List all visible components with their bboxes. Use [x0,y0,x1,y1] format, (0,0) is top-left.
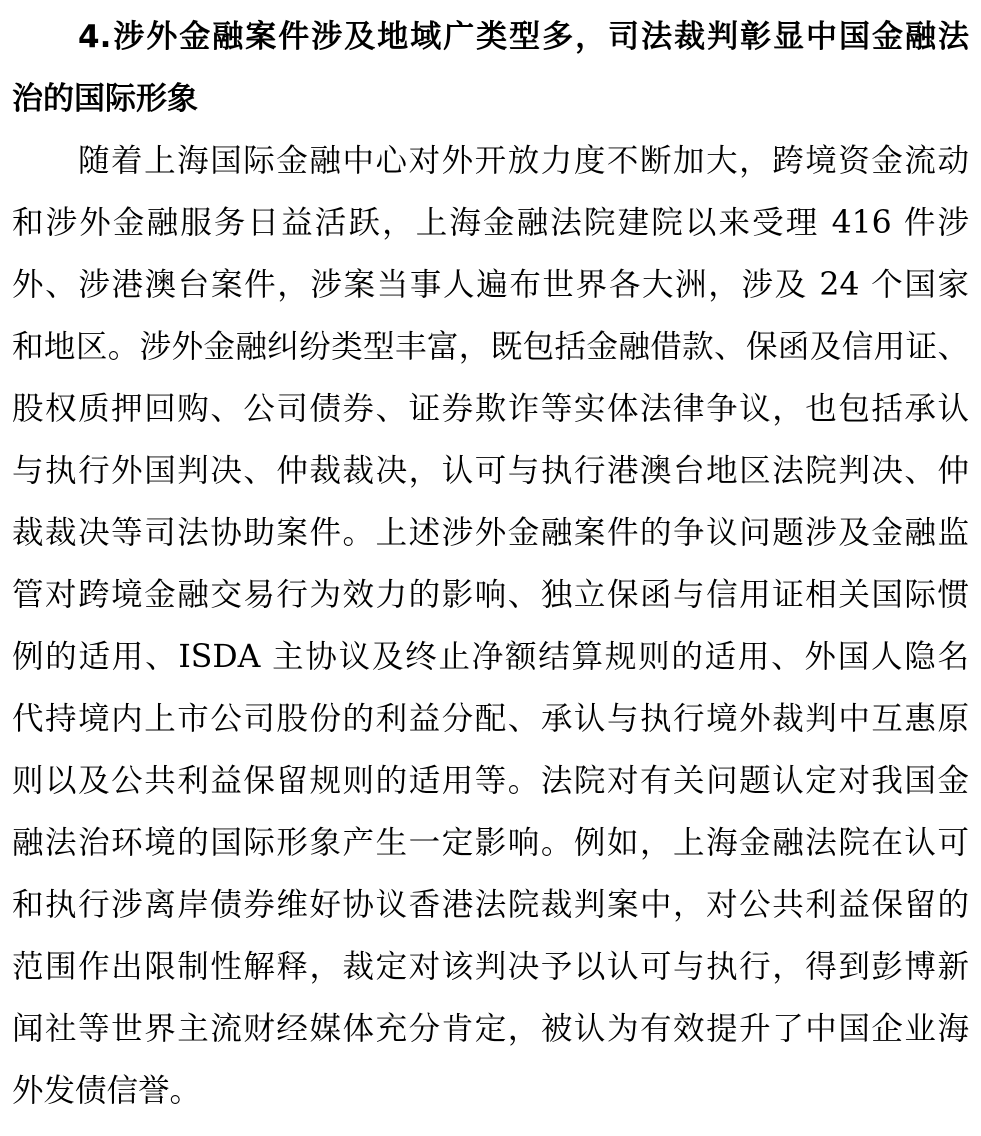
paragraph-line: 外发债信誉。 [12,1073,202,1109]
paragraph-line: 和地区。涉外金融纠纷类型丰富，既包括金融借款、保函及信用证、 [12,329,969,365]
document-page [12,6,969,1122]
paragraph-line: 范围作出限制性解释，裁定对该判决予以认可与执行，得到彭博新 [12,949,969,985]
paragraph-line: 股权质押回购、公司债券、证券欺诈等实体法律争议，也包括承认 [12,391,969,427]
paragraph-line: 外、涉港澳台案件，涉案当事人遍布世界各大洲，涉及 24 个国家 [12,267,969,303]
paragraph-line: 和执行涉离岸债券维好协议香港法院裁判案中，对公共利益保留的 [12,887,969,923]
heading-line: 治的国际形象 [12,81,198,117]
section-heading [12,6,969,130]
paragraph-line: 管对跨境金融交易行为效力的影响、独立保函与信用证相关国际惯 [12,577,969,613]
paragraph-line: 融法治环境的国际形象产生一定影响。例如，上海金融法院在认可 [12,825,969,861]
body-paragraph [12,130,969,1122]
paragraph-line: 闻社等世界主流财经媒体充分肯定，被认为有效提升了中国企业海 [12,1011,969,1047]
paragraph-line: 代持境内上市公司股份的利益分配、承认与执行境外裁判中互惠原 [12,701,969,737]
paragraph-line: 随着上海国际金融中心对外开放力度不断加大，跨境资金流动 [78,143,969,179]
paragraph-line: 则以及公共利益保留规则的适用等。法院对有关问题认定对我国金 [12,763,969,799]
paragraph-line: 和涉外金融服务日益活跃，上海金融法院建院以来受理 416 件涉 [12,205,969,241]
paragraph-line: 裁裁决等司法协助案件。上述涉外金融案件的争议问题涉及金融监 [12,515,969,551]
heading-line: 4.涉外金融案件涉及地域广类型多，司法裁判彰显中国金融法 [78,19,969,55]
paragraph-line: 与执行外国判决、仲裁裁决，认可与执行港澳台地区法院判决、仲 [12,453,969,489]
paragraph-line: 例的适用、ISDA 主协议及终止净额结算规则的适用、外国人隐名 [12,639,969,675]
